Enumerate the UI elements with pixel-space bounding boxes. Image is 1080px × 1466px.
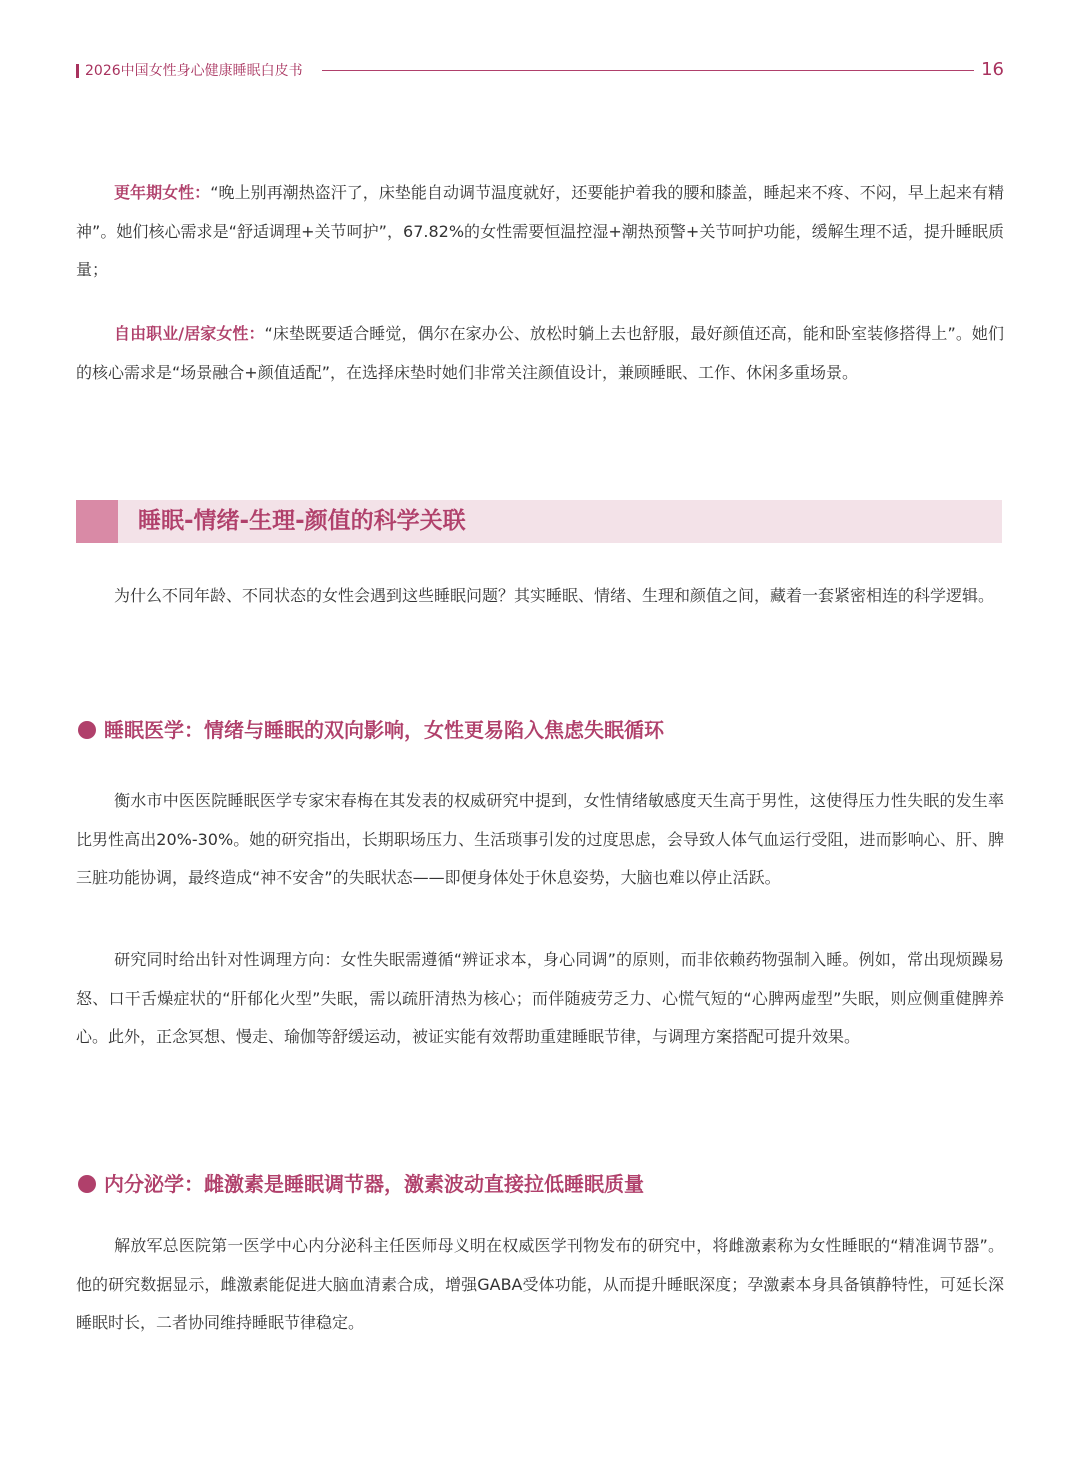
document-title: 2026中国女性身心健康睡眠白皮书	[85, 63, 303, 79]
endocrinology-paragraph-1	[76, 1227, 1004, 1343]
persona-freelance-text: “床垫既要适合睡觉，偶尔在家办公、放松时躺上去也舒服，最好颜值还高，能和卧室装修搭得上”。她们的核心需求是“场景融合+颜值适配”，在选择床垫时她们非常关注颜值设计，兼顾睡眠、工作、休闲多重场景。	[76, 324, 1004, 382]
endocrinology-paragraph-1-text: 解放军总医院第一医学中心内分泌科主任医师母义明在权威医学刊物发布的研究中，将雌激素称为女性睡眠的“精准调节器”。他的研究数据显示，雌激素能促进大脑血清素合成，增强GABA受体功能，从而提升睡眠深度；孕激素本身具备镇静特性，可延长深睡眠时长，二者协同维持睡眠节律稳定。	[76, 1236, 1004, 1332]
sleep-medicine-paragraph-2-text: 研究同时给出针对性调理方向：女性失眠需遵循“辨证求本，身心同调”的原则，而非依赖药物强制入睡。例如，常出现烦躁易怒、口干舌燥症状的“肝郁化火型”失眠，需以疏肝清热为核心；而伴随疲劳乏力、心慌气短的“心脾两虚型”失眠，则应侧重健脾养心。此外，正念冥想、慢走、瑜伽等舒缓运动，被证实能有效帮助重建睡眠节律，与调理方案搭配可提升效果。	[76, 950, 1004, 1046]
page-number: 16	[981, 59, 1004, 80]
sleep-medicine-heading-text: 睡眠医学：情绪与睡眠的双向影响，女性更易陷入焦虑失眠循环	[104, 718, 664, 742]
persona-freelance-lead: 自由职业/居家女性：	[114, 324, 265, 343]
page-header	[76, 58, 1004, 84]
persona-menopause-paragraph	[76, 174, 1004, 290]
header-accent-bar	[76, 64, 79, 78]
persona-menopause-text: “晚上别再潮热盗汗了，床垫能自动调节温度就好，还要能护着我的腰和膝盖，睡起来不疼、不闷，早上起来有精神”。她们核心需求是“舒适调理+关节呵护”，67.82%的女性需要恒温控湿+潮热预警+关节呵护功能，缓解生理不适，提升睡眠质量；	[76, 183, 1004, 279]
sleep-medicine-heading	[76, 714, 1004, 746]
sleep-medicine-paragraph-1	[76, 782, 1004, 898]
section-intro-text: 为什么不同年龄、不同状态的女性会遇到这些睡眠问题？其实睡眠、情绪、生理和颜值之间，藏着一套紧密相连的科学逻辑。	[114, 586, 995, 605]
sleep-medicine-paragraph-2	[76, 941, 1004, 1057]
section-intro-paragraph	[76, 577, 1004, 616]
endocrinology-heading	[76, 1168, 1004, 1200]
bullet-dot-icon	[78, 1175, 96, 1193]
persona-menopause-lead: 更年期女性：	[114, 183, 211, 202]
section-banner	[76, 500, 1002, 543]
section-banner-block	[76, 500, 118, 543]
header-divider	[322, 70, 974, 71]
section-title: 睡眠-情绪-生理-颜值的科学关联	[138, 508, 466, 534]
endocrinology-heading-text: 内分泌学：雌激素是睡眠调节器，激素波动直接拉低睡眠质量	[104, 1172, 644, 1196]
sleep-medicine-paragraph-1-text: 衡水市中医医院睡眠医学专家宋春梅在其发表的权威研究中提到，女性情绪敏感度天生高于男性，这使得压力性失眠的发生率比男性高出20%-30%。她的研究指出，长期职场压力、生活琐事引发的过度思虑，会导致人体气血运行受阻，进而影响心、肝、脾三脏功能协调，最终造成“神不安舍”的失眠状态——即便身体处于休息姿势，大脑也难以停止活跃。	[76, 791, 1004, 887]
persona-freelance-paragraph	[76, 315, 1004, 392]
bullet-dot-icon	[78, 721, 96, 739]
